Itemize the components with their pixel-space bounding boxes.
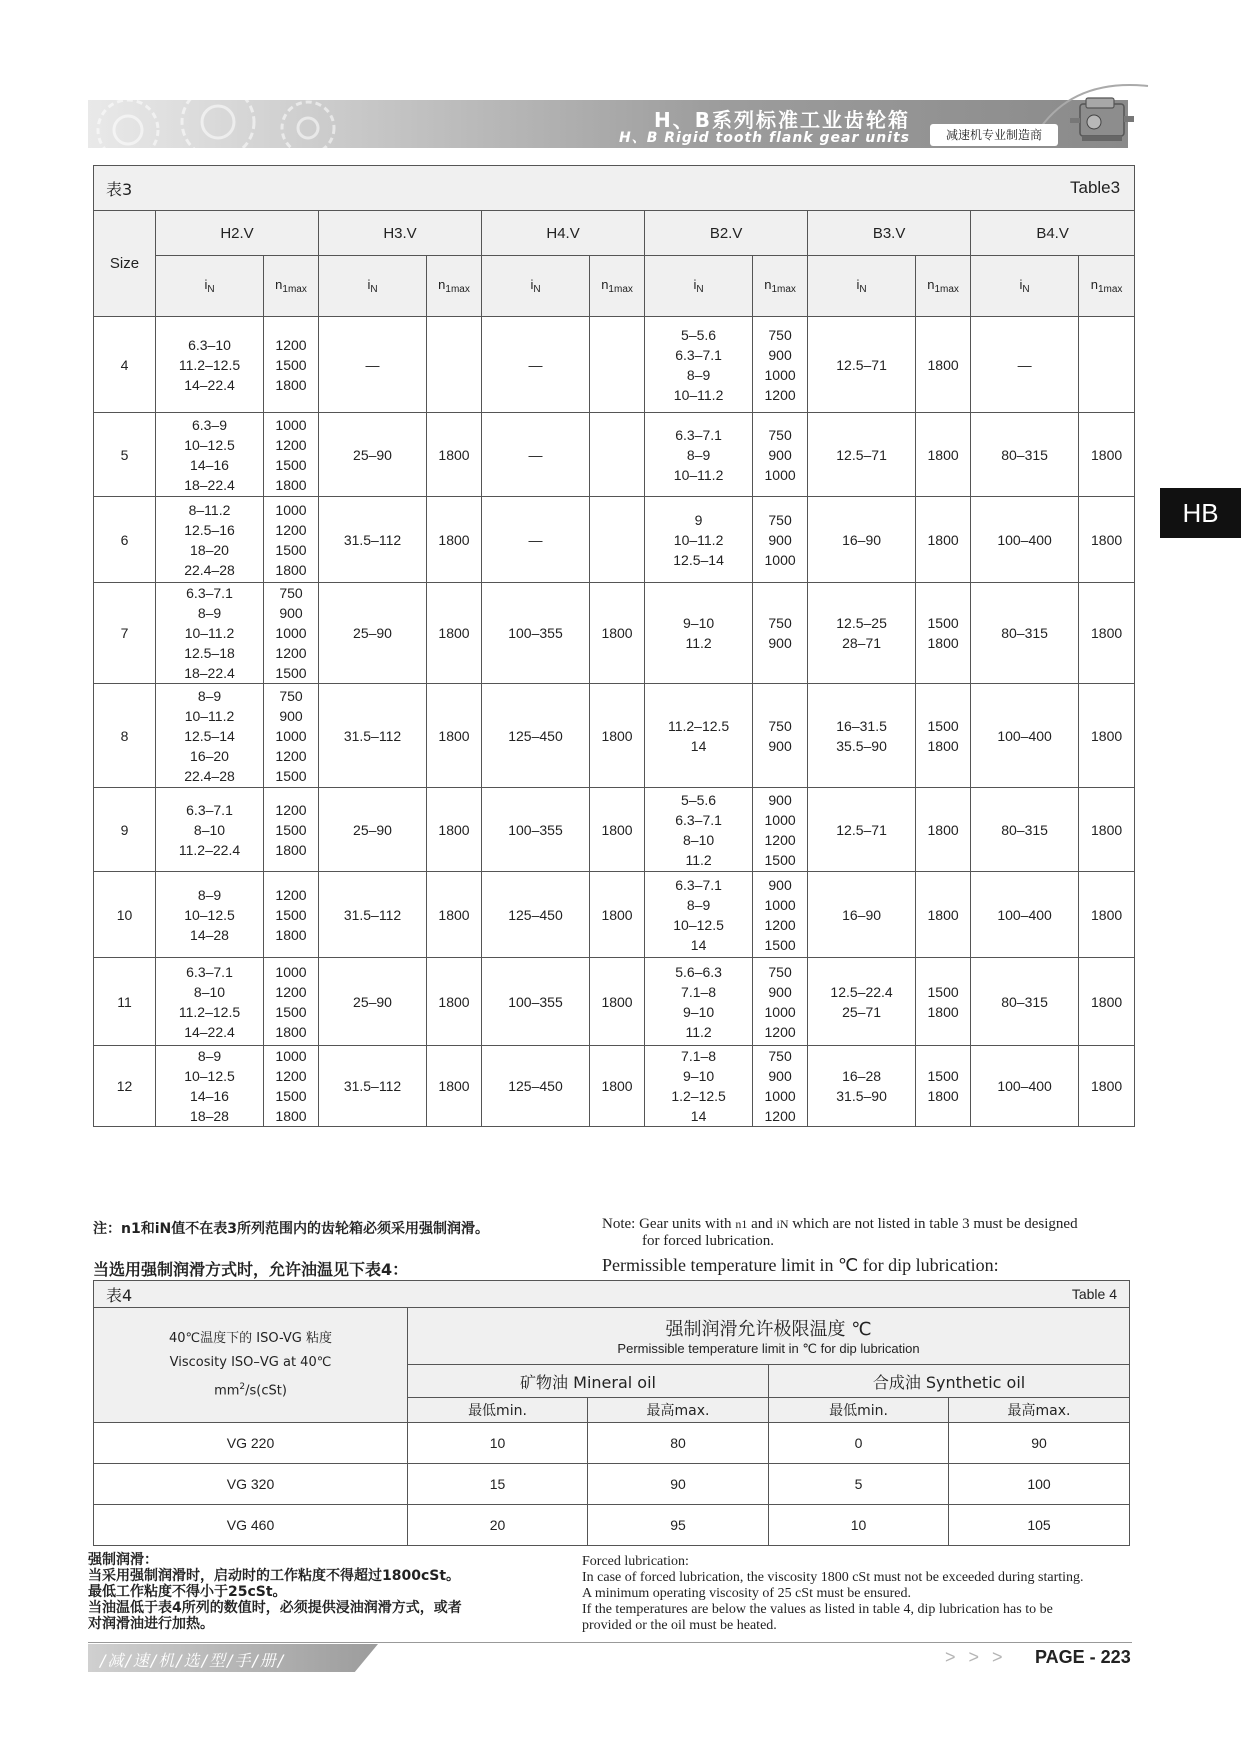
table-cell: 16–90 — [808, 872, 916, 958]
table-cell: 31.5–112 — [319, 1046, 427, 1127]
table-cell: 1000 1200 1500 1800 — [264, 413, 319, 497]
table-cell: 1800 — [590, 583, 645, 684]
speed-header: $n_{1max}$ — [753, 256, 808, 317]
size-cell: 4 — [94, 317, 156, 413]
viscosity-grade-cell: VG 220 — [94, 1423, 408, 1464]
table-cell: 1800 — [1079, 872, 1135, 958]
table-cell: 6.3–7.1 8–9 10–12.5 14 — [645, 872, 753, 958]
table-cell: 900 1000 1200 1500 — [753, 872, 808, 958]
max-header: 最高max. — [949, 1398, 1130, 1423]
min-header: 最低min. — [769, 1398, 949, 1423]
viscosity-header-cn: 40℃温度下的 ISO-VG 粘度 — [169, 1330, 332, 1346]
viscosity-grade-cell: VG 460 — [94, 1505, 408, 1546]
table-cell: 750 900 1000 1200 1500 — [264, 684, 319, 788]
table4-caption-en: Table 4 — [769, 1281, 1130, 1308]
table-cell: 12.5–71 — [808, 788, 916, 872]
table-cell: 12.5–25 28–71 — [808, 583, 916, 684]
table-cell: 1800 — [427, 583, 482, 684]
table-cell: 16–28 31.5–90 — [808, 1046, 916, 1127]
table-cell — [590, 413, 645, 497]
table-cell: 100–355 — [482, 788, 590, 872]
table-row — [94, 317, 1135, 413]
ratio-header: $i_N$ — [156, 256, 264, 317]
group-header: H4.V — [482, 211, 645, 256]
table-cell: 1500 1800 — [916, 1046, 971, 1127]
note-en-line2: for forced lubrication. — [642, 1233, 775, 1249]
note-en-pre: Note: Gear units with — [602, 1216, 736, 1232]
note-cn: 注：n1和iN值不在表3所列范围内的齿轮箱必须采用强制润滑。 — [93, 1221, 489, 1237]
temperature-cell: 20 — [408, 1505, 588, 1546]
table-cell: 31.5–112 — [319, 497, 427, 583]
table-cell: 1800 — [916, 413, 971, 497]
speed-header: $n_{1max}$ — [264, 256, 319, 317]
table-cell — [590, 317, 645, 413]
table-cell: 100–355 — [482, 583, 590, 684]
table-cell: 750 900 — [753, 583, 808, 684]
table-cell: 12.5–71 — [808, 413, 916, 497]
table-cell: 6.3–10 11.2–12.5 14–22.4 — [156, 317, 264, 413]
table-cell: 7.1–8 9–10 1.2–12.5 14 — [645, 1046, 753, 1127]
table-cell: 9 10–11.2 12.5–14 — [645, 497, 753, 583]
group-header: B4.V — [971, 211, 1135, 256]
group-header: H3.V — [319, 211, 482, 256]
table-cell: 25–90 — [319, 583, 427, 684]
permissible-header — [408, 1308, 1130, 1365]
note-en-in: iN — [776, 1217, 789, 1231]
temperature-cell: 10 — [408, 1423, 588, 1464]
table-cell: 1800 — [916, 872, 971, 958]
table4-body — [94, 1423, 1130, 1546]
banner-title-en: H、B Rigid tooth flank gear units — [618, 130, 910, 146]
temperature-cell: 90 — [588, 1464, 769, 1505]
ratio-header: $i_N$ — [645, 256, 753, 317]
min-header: 最低min. — [408, 1398, 588, 1423]
table-cell: 1800 — [427, 958, 482, 1046]
table-cell: 1500 1800 — [916, 684, 971, 788]
note-en-post: which are not listed in table 3 must be designed — [788, 1216, 1078, 1232]
table-cell: 1800 — [1079, 497, 1135, 583]
note-en-mid: and — [747, 1216, 777, 1232]
table-cell: 1800 — [427, 1046, 482, 1127]
table-cell: 1800 — [916, 497, 971, 583]
table-cell: 750 900 1000 1200 1500 — [264, 583, 319, 684]
table-cell: 1200 1500 1800 — [264, 317, 319, 413]
ratio-header: $i_N$ — [482, 256, 590, 317]
size-cell: 9 — [94, 788, 156, 872]
table-cell: 1000 1200 1500 1800 — [264, 958, 319, 1046]
table-cell: 1800 — [1079, 413, 1135, 497]
table-cell: 750 900 — [753, 684, 808, 788]
table-cell: 1800 — [590, 1046, 645, 1127]
table-cell: 125–450 — [482, 684, 590, 788]
table3-caption-en: Table3 — [645, 166, 1135, 211]
table-cell: 750 900 1000 — [753, 413, 808, 497]
table-cell: 125–450 — [482, 1046, 590, 1127]
table-cell: 6.3–7.1 8–10 11.2–12.5 14–22.4 — [156, 958, 264, 1046]
forced-en-line: If the temperatures are below the values as listed in table 4, dip lubrication has to be — [582, 1602, 1053, 1617]
table-cell: 1800 — [427, 497, 482, 583]
size-cell: 11 — [94, 958, 156, 1046]
table-cell: 8–9 10–11.2 12.5–14 16–20 22.4–28 — [156, 684, 264, 788]
page-number: PAGE - 223 — [1035, 1647, 1131, 1667]
table-cell: 100–400 — [971, 497, 1079, 583]
table-cell: 6.3–9 10–12.5 14–16 18–22.4 — [156, 413, 264, 497]
table-row — [94, 958, 1135, 1046]
table-cell: 1800 — [590, 684, 645, 788]
group-header: B2.V — [645, 211, 808, 256]
table-row — [94, 872, 1135, 958]
table-cell: — — [482, 413, 590, 497]
group-header: H2.V — [156, 211, 319, 256]
table3-group-header-row — [94, 211, 1135, 256]
table-cell: 1800 — [916, 317, 971, 413]
table-row — [94, 1505, 1130, 1546]
size-cell: 10 — [94, 872, 156, 958]
table-cell: 1800 — [427, 788, 482, 872]
footer-arrows-icon: > > > — [945, 1647, 1007, 1667]
table-cell: 8–9 10–12.5 14–16 18–28 — [156, 1046, 264, 1127]
temperature-cell: 100 — [949, 1464, 1130, 1505]
table3-body — [94, 317, 1135, 1127]
table-cell: 125–450 — [482, 872, 590, 958]
temperature-cell: 0 — [769, 1423, 949, 1464]
table-cell: 1800 — [590, 788, 645, 872]
section-tab-hb[interactable]: HB — [1160, 488, 1241, 538]
speed-header: $n_{1max}$ — [1079, 256, 1135, 317]
table-cell: 80–315 — [971, 583, 1079, 684]
table-cell: 6.3–7.1 8–9 10–11.2 — [645, 413, 753, 497]
table-cell: — — [482, 317, 590, 413]
speed-header: $n_{1max}$ — [916, 256, 971, 317]
table3-input-speed — [93, 165, 1135, 1127]
table-cell: 80–315 — [971, 958, 1079, 1046]
table-row — [94, 1464, 1130, 1505]
table-cell: 1800 — [427, 413, 482, 497]
note-en — [602, 1216, 1132, 1250]
forced-en-line: Forced lubrication: — [582, 1554, 689, 1569]
ratio-header: $i_N$ — [319, 256, 427, 317]
table-cell: 1000 1200 1500 1800 — [264, 497, 319, 583]
size-cell: 12 — [94, 1046, 156, 1127]
footer-manual-title: /减/速/机/选/型/手/册/ — [100, 1651, 286, 1670]
table-cell: 5.6–6.3 7.1–8 9–10 11.2 — [645, 958, 753, 1046]
table-cell: 1800 — [916, 788, 971, 872]
table-cell: 25–90 — [319, 958, 427, 1046]
table-cell: 1000 1200 1500 1800 — [264, 1046, 319, 1127]
temperature-cell: 5 — [769, 1464, 949, 1505]
table-row — [94, 413, 1135, 497]
table-cell: 1500 1800 — [916, 583, 971, 684]
max-header: 最高max. — [588, 1398, 769, 1423]
table4-caption-row — [94, 1281, 1130, 1308]
table-cell: 5–5.6 6.3–7.1 8–10 11.2 — [645, 788, 753, 872]
table-cell: 1800 — [427, 872, 482, 958]
lead-cn: 当选用强制润滑方式时，允许油温见下表4： — [93, 1260, 409, 1279]
table-cell: 1200 1500 1800 — [264, 872, 319, 958]
footer-divider — [88, 1642, 1132, 1643]
table-cell: 25–90 — [319, 788, 427, 872]
temperature-cell: 105 — [949, 1505, 1130, 1546]
lead-en: Permissible temperature limit in ℃ for dip lubrication: — [602, 1255, 999, 1275]
table-cell: 100–400 — [971, 684, 1079, 788]
table-cell: — — [971, 317, 1079, 413]
mineral-oil-header: 矿物油 Mineral oil — [408, 1365, 769, 1398]
table-cell: 750 900 1000 1200 — [753, 317, 808, 413]
table-cell: 8–11.2 12.5–16 18–20 22.4–28 — [156, 497, 264, 583]
table-cell: 750 900 1000 — [753, 497, 808, 583]
table-cell: 100–355 — [482, 958, 590, 1046]
viscosity-unit: $mm^2/s(cSt)$ — [214, 1381, 287, 1399]
table-cell: 31.5–112 — [319, 684, 427, 788]
table-row — [94, 684, 1135, 788]
table-cell: 1800 — [590, 958, 645, 1046]
note-en-n1: n1 — [735, 1217, 748, 1231]
table-cell: 80–315 — [971, 413, 1079, 497]
table-cell: 1800 — [1079, 684, 1135, 788]
forced-en-line: In case of forced lubrication, the viscosity 1800 cSt must not be exceeded during starting. — [582, 1570, 1084, 1585]
table-cell: 16–31.5 35.5–90 — [808, 684, 916, 788]
table-cell — [1079, 317, 1135, 413]
table-cell: 1800 — [1079, 958, 1135, 1046]
table-cell: 1800 — [590, 872, 645, 958]
forced-cn-line: 对润滑油进行加热。 — [88, 1616, 214, 1632]
size-cell: 7 — [94, 583, 156, 684]
table-cell: 80–315 — [971, 788, 1079, 872]
table-row — [94, 497, 1135, 583]
table4-caption-cn: 表4 — [94, 1281, 769, 1308]
table-cell: — — [482, 497, 590, 583]
permissible-header-en: Permissible temperature limit in ℃ for dip lubrication — [617, 1341, 920, 1356]
temperature-cell: 90 — [949, 1423, 1130, 1464]
table-cell: 1800 — [1079, 788, 1135, 872]
table-cell: 5–5.6 6.3–7.1 8–9 10–11.2 — [645, 317, 753, 413]
table-cell — [590, 497, 645, 583]
temperature-cell: 80 — [588, 1423, 769, 1464]
table-cell: 1800 — [427, 684, 482, 788]
table-cell: 31.5–112 — [319, 872, 427, 958]
forced-cn-line: 强制润滑： — [88, 1552, 158, 1568]
speed-header: $n_{1max}$ — [590, 256, 645, 317]
temperature-cell: 95 — [588, 1505, 769, 1546]
size-cell: 8 — [94, 684, 156, 788]
temperature-cell: 15 — [408, 1464, 588, 1505]
table4-header-row — [94, 1308, 1130, 1365]
viscosity-header — [94, 1308, 408, 1423]
size-cell: 5 — [94, 413, 156, 497]
table-row — [94, 1046, 1135, 1127]
table-cell: 750 900 1000 1200 — [753, 1046, 808, 1127]
table3-caption-cn: 表3 — [94, 166, 645, 211]
table-cell: 12.5–22.4 25–71 — [808, 958, 916, 1046]
table-cell: 25–90 — [319, 413, 427, 497]
table-row — [94, 583, 1135, 684]
table-cell: — — [319, 317, 427, 413]
permissible-header-cn: 强制润滑允许极限温度 ℃ — [665, 1319, 872, 1340]
gearbox-icon — [1070, 90, 1136, 146]
table3-sub-header-row — [94, 256, 1135, 317]
temperature-cell: 10 — [769, 1505, 949, 1546]
ratio-header: $i_N$ — [971, 256, 1079, 317]
table-cell: 1200 1500 1800 — [264, 788, 319, 872]
table-cell: 1800 — [1079, 1046, 1135, 1127]
table-cell: 750 900 1000 1200 — [753, 958, 808, 1046]
table-cell: 100–400 — [971, 872, 1079, 958]
group-header: B3.V — [808, 211, 971, 256]
forced-en-line: A minimum operating viscosity of 25 cSt must be ensured. — [582, 1586, 911, 1601]
table-cell: 11.2–12.5 14 — [645, 684, 753, 788]
table-cell — [427, 317, 482, 413]
size-cell: 6 — [94, 497, 156, 583]
forced-cn-line: 最低工作粘度不得小于25cSt。 — [88, 1584, 287, 1600]
table-cell: 900 1000 1200 1500 — [753, 788, 808, 872]
size-header: Size — [94, 211, 156, 317]
speed-header: $n_{1max}$ — [427, 256, 482, 317]
forced-cn-line: 当油温低于表4所列的数值时，必须提供浸油润滑方式，或者 — [88, 1600, 462, 1616]
forced-lubrication-cn — [88, 1552, 588, 1632]
banner-title-cn: H、B系列标准工业齿轮箱 — [654, 108, 910, 132]
viscosity-header-en: Viscosity ISO–VG at 40℃ — [169, 1354, 332, 1370]
forced-cn-line: 当采用强制润滑时，启动时的工作粘度不得超过1800cSt。 — [88, 1568, 461, 1584]
table-row — [94, 788, 1135, 872]
ratio-header: $i_N$ — [808, 256, 916, 317]
table-cell: 1800 — [1079, 583, 1135, 684]
gears-decoration-icon — [88, 92, 348, 152]
banner-tagline: 减速机专业制造商 — [930, 124, 1058, 146]
table-cell: 6.3–7.1 8–10 11.2–22.4 — [156, 788, 264, 872]
table4-oil-temperature — [93, 1280, 1130, 1546]
table-cell: 100–400 — [971, 1046, 1079, 1127]
table-cell: 6.3–7.1 8–9 10–11.2 12.5–18 18–22.4 — [156, 583, 264, 684]
table-cell: 8–9 10–12.5 14–28 — [156, 872, 264, 958]
table-cell: 9–10 11.2 — [645, 583, 753, 684]
table-cell: 12.5–71 — [808, 317, 916, 413]
viscosity-grade-cell: VG 320 — [94, 1464, 408, 1505]
forced-lubrication-en — [582, 1554, 1142, 1634]
forced-en-line: provided or the oil must be heated. — [582, 1618, 777, 1633]
synthetic-oil-header: 合成油 Synthetic oil — [769, 1365, 1130, 1398]
table-row — [94, 1423, 1130, 1464]
table-cell: 16–90 — [808, 497, 916, 583]
table-cell: 1500 1800 — [916, 958, 971, 1046]
table3-caption-row — [94, 166, 1135, 211]
